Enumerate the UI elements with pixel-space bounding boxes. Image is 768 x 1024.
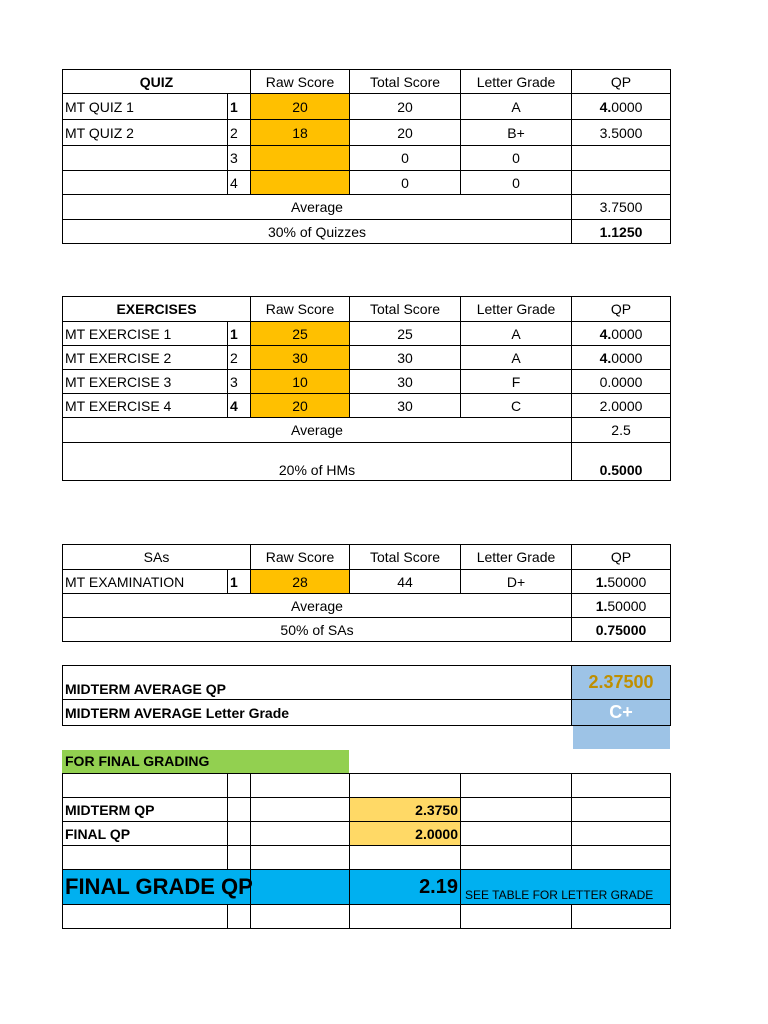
empty-row (63, 905, 671, 929)
average-row (63, 594, 671, 618)
letter-grade-cell: 0 (461, 146, 572, 171)
empty-cell (461, 774, 572, 798)
midterm-qp-final-label: MIDTERM QP (63, 798, 228, 822)
weighted-label: 30% of Quizzes (63, 220, 572, 244)
average-label: Average (63, 418, 572, 443)
sas-header-row (63, 545, 671, 570)
qp-cell (572, 94, 671, 120)
weighted-value: 0.75000 (572, 618, 671, 642)
qp-cell (572, 120, 671, 146)
empty-cell (251, 905, 350, 929)
empty-cell (251, 846, 350, 870)
empty-cell (572, 846, 671, 870)
qp-fraction: 0.0000 (599, 373, 643, 390)
item-name (63, 171, 228, 195)
total-score-cell: 0 (350, 146, 461, 171)
total-score-cell: 20 (350, 120, 461, 146)
quiz-table (62, 69, 671, 244)
qp-cell (572, 346, 671, 370)
qp-integer: 4. (599, 325, 612, 342)
qp-fraction: 50000 (607, 573, 647, 590)
qp-integer: 4. (599, 349, 612, 366)
empty-cell (63, 846, 228, 870)
qp-cell (572, 370, 671, 394)
item-number: 3 (228, 370, 251, 394)
raw-score-cell[interactable]: 18 (251, 120, 350, 146)
sas-title: SAs (63, 545, 251, 570)
qp-cell (572, 171, 671, 195)
empty-row (63, 774, 671, 798)
average-value (572, 594, 671, 618)
empty-cell (63, 905, 228, 929)
qp-fraction: 0000 (611, 349, 643, 366)
item-name: MT QUIZ 2 (63, 120, 228, 146)
weighted-row (63, 618, 671, 642)
exercises-header-row (63, 297, 671, 322)
table-row (63, 322, 671, 346)
average-integer: 1. (595, 597, 608, 614)
final-qp-value[interactable]: 2.0000 (350, 822, 461, 846)
item-name: MT EXERCISE 2 (63, 346, 228, 370)
letter-grade-cell: D+ (461, 570, 572, 594)
midterm-qp-final-value[interactable]: 2.3750 (350, 798, 461, 822)
midterm-letter-row (63, 700, 671, 726)
final-grade-note: SEE TABLE FOR LETTER GRADE (461, 870, 671, 905)
exercises-table (62, 296, 671, 481)
empty-row (63, 846, 671, 870)
letter-grade-cell: C (461, 394, 572, 418)
table-row (63, 120, 671, 146)
table-row (63, 94, 671, 120)
final-grade-value: 2.19 (350, 870, 461, 905)
item-number: 1 (228, 570, 251, 594)
final-grade-row (63, 870, 671, 905)
item-name: MT EXAMINATION (63, 570, 228, 594)
raw-score-cell[interactable] (251, 171, 350, 195)
item-number: 1 (228, 94, 251, 120)
midterm-qp-label: MIDTERM AVERAGE QP (63, 666, 572, 700)
letter-grade-header: Letter Grade (461, 297, 572, 322)
weighted-row (63, 220, 671, 244)
empty-cell (461, 822, 572, 846)
raw-score-cell[interactable]: 28 (251, 570, 350, 594)
sas-table (62, 544, 671, 642)
empty-cell (228, 846, 251, 870)
raw-score-cell[interactable]: 10 (251, 370, 350, 394)
total-score-cell: 30 (350, 370, 461, 394)
qp-cell (572, 146, 671, 171)
item-number: 1 (228, 322, 251, 346)
empty-cell (572, 905, 671, 929)
total-score-header: Total Score (350, 545, 461, 570)
midterm-average-table (62, 665, 671, 726)
empty-cell (228, 822, 251, 846)
raw-score-header: Raw Score (251, 545, 350, 570)
total-score-cell: 30 (350, 394, 461, 418)
empty-cell (461, 798, 572, 822)
table-row (63, 570, 671, 594)
table-row (63, 346, 671, 370)
item-name: MT QUIZ 1 (63, 94, 228, 120)
final-qp-row (63, 822, 671, 846)
item-name: MT EXERCISE 4 (63, 394, 228, 418)
item-name: MT EXERCISE 3 (63, 370, 228, 394)
raw-score-cell[interactable] (251, 146, 350, 171)
quiz-header-row (63, 70, 671, 94)
empty-cell (63, 774, 228, 798)
weighted-label: 20% of HMs (63, 443, 572, 481)
empty-cell (251, 822, 350, 846)
item-number: 4 (228, 171, 251, 195)
empty-cell (350, 905, 461, 929)
empty-cell (461, 846, 572, 870)
average-row (63, 418, 671, 443)
item-number: 2 (228, 120, 251, 146)
exercises-title: EXERCISES (63, 297, 251, 322)
letter-grade-header: Letter Grade (461, 545, 572, 570)
raw-score-cell[interactable]: 30 (251, 346, 350, 370)
qp-fraction: 3.5000 (599, 124, 643, 141)
total-score-header: Total Score (350, 70, 461, 94)
empty-cell (228, 798, 251, 822)
average-label: Average (63, 195, 572, 220)
letter-grade-header: Letter Grade (461, 70, 572, 94)
average-row (63, 195, 671, 220)
total-score-cell: 25 (350, 322, 461, 346)
item-number: 3 (228, 146, 251, 171)
table-row (63, 370, 671, 394)
table-row (63, 146, 671, 171)
item-number: 4 (228, 394, 251, 418)
total-score-header: Total Score (350, 297, 461, 322)
letter-grade-cell: A (461, 346, 572, 370)
weighted-value: 0.5000 (572, 443, 671, 481)
midterm-qp-final-row (63, 798, 671, 822)
average-value: 3.7500 (572, 195, 671, 220)
empty-cell (228, 774, 251, 798)
empty-cell (350, 774, 461, 798)
final-qp-label: FINAL QP (63, 822, 228, 846)
raw-score-header: Raw Score (251, 70, 350, 94)
qp-fraction: 0000 (611, 98, 643, 115)
letter-grade-cell: B+ (461, 120, 572, 146)
raw-score-cell[interactable]: 20 (251, 94, 350, 120)
quiz-title: QUIZ (63, 70, 251, 94)
qp-header: QP (572, 545, 671, 570)
table-row (63, 394, 671, 418)
item-name: MT EXERCISE 1 (63, 322, 228, 346)
total-score-cell: 30 (350, 346, 461, 370)
midterm-letter-value: C+ (572, 700, 671, 726)
weighted-row (63, 443, 671, 481)
qp-cell (572, 322, 671, 346)
midterm-qp-row (63, 666, 671, 700)
letter-grade-cell: F (461, 370, 572, 394)
empty-cell (228, 905, 251, 929)
midterm-qp-value: 2.37500 (572, 666, 671, 700)
final-grading-header: FOR FINAL GRADING (62, 750, 349, 773)
empty-cell (251, 798, 350, 822)
average-value: 2.5 (572, 418, 671, 443)
blue-filler-cell (573, 726, 670, 749)
raw-score-header: Raw Score (251, 297, 350, 322)
raw-score-cell[interactable]: 20 (251, 394, 350, 418)
empty-cell (251, 774, 350, 798)
empty-cell (572, 798, 671, 822)
weighted-label: 50% of SAs (63, 618, 572, 642)
empty-cell (572, 774, 671, 798)
qp-fraction: 2.0000 (599, 397, 643, 414)
qp-fraction: 0000 (611, 325, 643, 342)
letter-grade-cell: 0 (461, 171, 572, 195)
empty-cell (572, 822, 671, 846)
qp-integer: 1. (595, 573, 608, 590)
item-number: 2 (228, 346, 251, 370)
letter-grade-cell: A (461, 322, 572, 346)
raw-score-cell[interactable]: 25 (251, 322, 350, 346)
qp-header: QP (572, 70, 671, 94)
average-fraction: 50000 (607, 597, 647, 614)
total-score-cell: 44 (350, 570, 461, 594)
qp-integer: 4. (599, 98, 612, 115)
letter-grade-cell: A (461, 94, 572, 120)
weighted-value: 1.1250 (572, 220, 671, 244)
empty-cell (461, 905, 572, 929)
empty-cell (251, 870, 350, 905)
table-row (63, 171, 671, 195)
qp-cell (572, 570, 671, 594)
final-grading-table (62, 773, 671, 929)
empty-cell (350, 846, 461, 870)
final-grade-label: FINAL GRADE QP (63, 870, 251, 905)
midterm-letter-label: MIDTERM AVERAGE Letter Grade (63, 700, 572, 726)
item-name (63, 146, 228, 171)
total-score-cell: 0 (350, 171, 461, 195)
qp-header: QP (572, 297, 671, 322)
total-score-cell: 20 (350, 94, 461, 120)
qp-cell (572, 394, 671, 418)
average-label: Average (63, 594, 572, 618)
